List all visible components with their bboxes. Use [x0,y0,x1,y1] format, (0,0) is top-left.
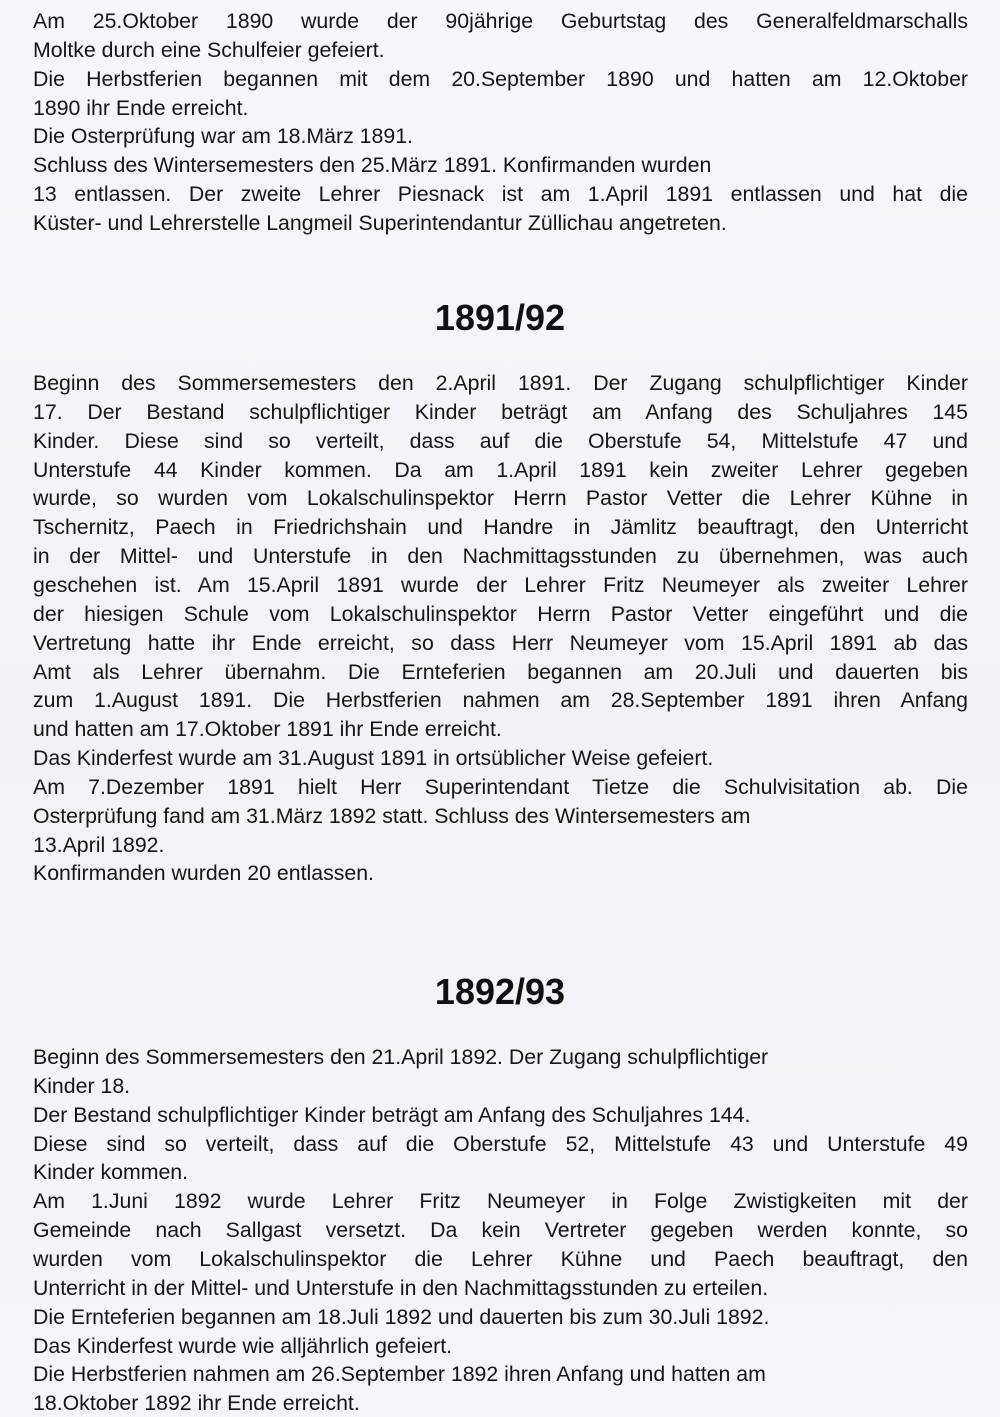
text-line: Das Kinderfest wurde am 31.August 1891 in ortsüblicher Weise gefeiert. [33,746,714,771]
section-heading-1892-93: 1892/93 [434,971,566,1012]
text-line: Die Herbstferien nahmen am 26.September 1892 ihren Anfang und hatten am [33,1362,766,1387]
text-line: 13 entlassen. Der zweite Lehrer Piesnack ist am 1.April 1891 entlassen und hat die [33,182,968,207]
text-line: Beginn des Sommersemesters den 2.April 1891. Der Zugang schulpflichtiger Kinder [33,371,968,395]
text-line: und hatten am 17.Oktober 1891 ihr Ende erreicht. [33,717,502,742]
text-line: Osterprüfung fand am 31.März 1892 statt. Schluss des Wintersemesters am [33,803,751,828]
text-line: Unterstufe 44 Kinder kommen. Da am 1.April 1891 kein zweiter Lehrer gegeben [33,457,968,482]
text-line: 13.April 1892. [33,832,165,857]
text-line: 1890 ihr Ende erreicht. [33,95,249,120]
text-line: Die Ernteferien begannen am 18.Juli 1892 und dauerten bis zum 30.Juli 1892. [33,1304,770,1329]
text-line: Beginn des Sommersemesters den 21.April 1892. Der Zugang schulpflichtiger [33,1045,769,1069]
text-line: zum 1.August 1891. Die Herbstferien nahmen am 28.September 1891 ihren Anfang [33,688,968,713]
text-line: Vertretung hatte ihr Ende erreicht, so dass Herr Neumeyer vom 15.April 1891 ab das [33,630,968,655]
text-line: wurde, so wurden vom Lokalschulinspektor Herrn Pastor Vetter die Lehrer Kühne in [33,486,968,511]
text-line: in der Mittel- und Unterstufe in den Nachmittagsstunden zu übernehmen, was auch [33,544,968,569]
text-line: 18.Oktober 1892 ihr Ende erreicht. [33,1391,360,1416]
text-line: Am 1.Juni 1892 wurde Lehrer Fritz Neumeyer in Folge Zwistigkeiten mit der [33,1189,968,1214]
text-line: Am 7.Dezember 1891 hielt Herr Superintendant Tietze die Schulvisitation ab. Die [33,774,968,799]
text-line: Der Bestand schulpflichtiger Kinder beträgt am Anfang des Schuljahres 144. [33,1102,751,1127]
text-line: Diese sind so verteilt, dass auf die Oberstufe 52, Mittelstufe 43 und Unterstufe 49 [33,1131,968,1156]
text-line: Am 25.Oktober 1890 wurde der 90jährige Geburtstag des Generalfeldmarschalls [33,9,968,33]
text-line: der hiesigen Schule vom Lokalschulinspektor Herrn Pastor Vetter eingeführt und die [33,601,968,626]
text-line: Kinder 18. [33,1073,131,1098]
text-line: Gemeinde nach Sallgast versetzt. Da kein Vertreter gegeben werden konnte, so [33,1218,968,1243]
text-line: Küster- und Lehrerstelle Langmeil Superintendantur Züllichau angetreten. [33,210,727,235]
text-line: geschehen ist. Am 15.April 1891 wurde der Lehrer Fritz Neumeyer als zweiter Lehrer [33,572,968,597]
text-line: Unterricht in der Mittel- und Unterstufe in den Nachmittagsstunden zu erteilen. [33,1275,769,1300]
text-line: Kinder kommen. [33,1160,189,1185]
text-line: Tschernitz, Paech in Friedrichshain und Handre in Jämlitz beauftragt, den Unterricht [33,515,968,540]
text-line: 17. Der Bestand schulpflichtiger Kinder beträgt am Anfang des Schuljahres 145 [33,399,968,424]
text-line: Amt als Lehrer übernahm. Die Ernteferien begannen am 20.Juli und dauerten bis [33,659,968,684]
text-line: Die Osterprüfung war am 18.März 1891. [33,124,413,149]
section-heading-1891-92: 1891/92 [434,297,566,338]
text-line: Das Kinderfest wurde wie alljährlich gefeiert. [33,1333,453,1358]
text-line: Konfirmanden wurden 20 entlassen. [33,861,374,886]
text-line: Die Herbstferien begannen mit dem 20.September 1890 und hatten am 12.Oktober [33,66,968,91]
text-line: wurden vom Lokalschulinspektor die Lehrer Kühne und Paech beauftragt, den [33,1246,968,1271]
text-line: Schluss des Wintersemesters den 25.März 1891. Konfirmanden wurden [33,153,712,178]
text-line: Moltke durch eine Schulfeier gefeiert. [33,37,385,62]
text-line: Kinder. Diese sind so verteilt, dass auf die Oberstufe 54, Mittelstufe 47 und [33,428,968,453]
